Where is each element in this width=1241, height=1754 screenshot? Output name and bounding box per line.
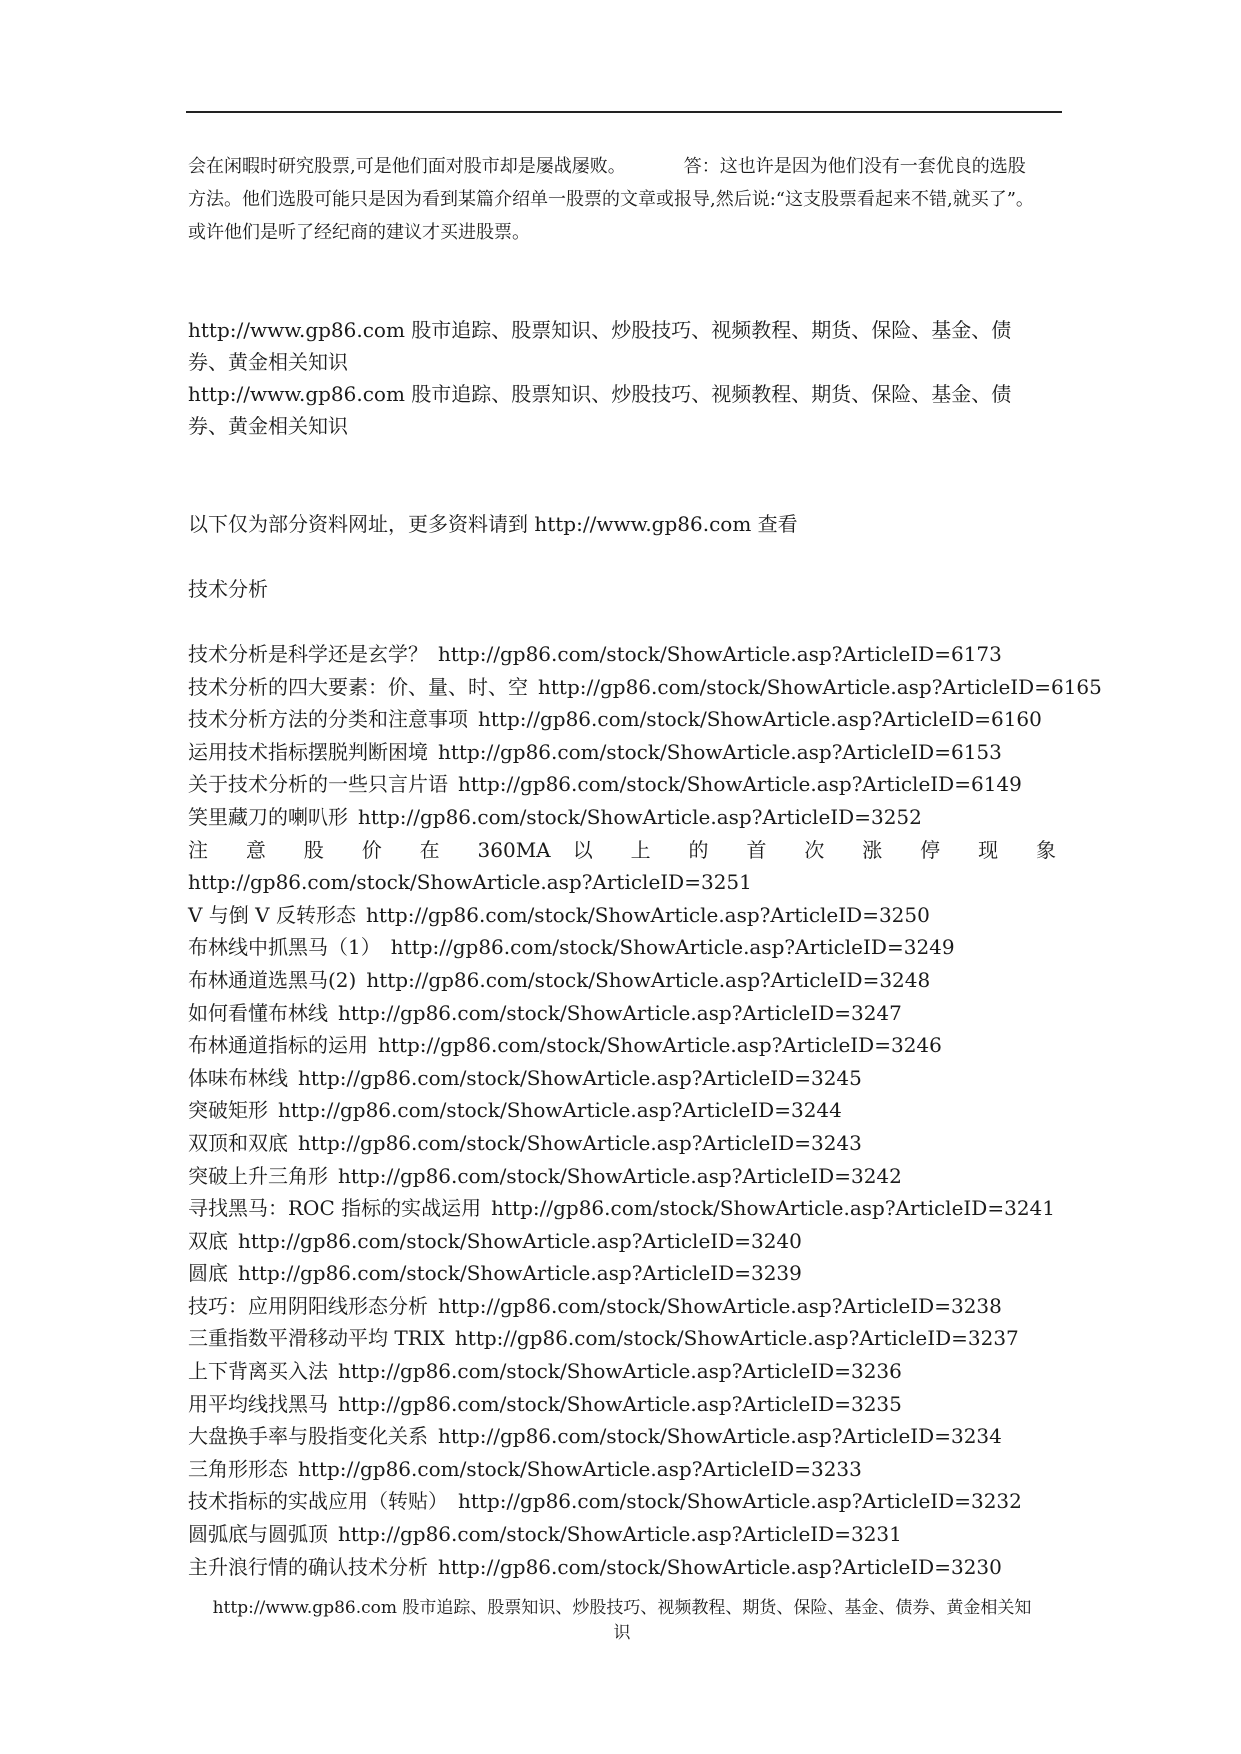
article-link[interactable]: http://gp86.com/stock/ShowArticle.asp?ArticleID=6160 bbox=[478, 707, 1042, 732]
article-row bbox=[188, 997, 1068, 1030]
intro-line-3: 或许他们是听了经纪商的建议才买进股票。 bbox=[188, 222, 530, 243]
article-row bbox=[188, 671, 1102, 704]
article-row bbox=[188, 1551, 1068, 1584]
footer-line-1[interactable]: http://www.gp86.com 股市追踪、股票知识、炒股技巧、视频教程、期货、保险、基金、债券、黄金相关知 bbox=[212, 1598, 1032, 1618]
article-link[interactable]: http://gp86.com/stock/ShowArticle.asp?ArticleID=6149 bbox=[458, 772, 1022, 797]
article-title: 突破矩形 bbox=[188, 1098, 268, 1123]
article-row bbox=[188, 1192, 1068, 1225]
article-title: 双顶和双底 bbox=[188, 1130, 288, 1155]
article-title: 圆弧底与圆弧顶 bbox=[188, 1522, 328, 1547]
article-row bbox=[188, 768, 1068, 801]
article-link[interactable]: http://gp86.com/stock/ShowArticle.asp?ArticleID=3233 bbox=[298, 1456, 862, 1481]
article-title: 如何看懂布林线 bbox=[188, 1000, 328, 1025]
article-title: 注 意 股 价 在 360MA 以 上 的 首 次 涨 停 现 象 bbox=[188, 837, 1056, 862]
article-row bbox=[188, 1160, 1068, 1193]
article-title: 关于技术分析的一些只言片语 bbox=[188, 772, 448, 797]
article-link[interactable]: http://gp86.com/stock/ShowArticle.asp?ArticleID=3244 bbox=[278, 1098, 842, 1123]
header-rule bbox=[186, 111, 1062, 113]
article-title: 突破上升三角形 bbox=[188, 1163, 328, 1188]
article-link[interactable]: http://gp86.com/stock/ShowArticle.asp?ArticleID=3237 bbox=[454, 1326, 1019, 1351]
intro-line-2: 方法。他们选股可能只是因为看到某篇介绍单一股票的文章或报导,然后说:“这支股票看起来不错,就买了”。 bbox=[188, 189, 1034, 210]
article-row bbox=[188, 1225, 1068, 1258]
article-link[interactable]: http://gp86.com/stock/ShowArticle.asp?ArticleID=3250 bbox=[365, 902, 930, 927]
article-title: 技术指标的实战应用（转贴） bbox=[188, 1489, 448, 1514]
article-title: 大盘换手率与股指变化关系 bbox=[188, 1424, 428, 1449]
article-row bbox=[188, 1388, 1068, 1421]
ad-line-1[interactable]: http://www.gp86.com 股市追踪、股票知识、炒股技巧、视频教程、期货、保险、基金、债 bbox=[188, 318, 1012, 342]
article-title: 布林通道选黑马(2) bbox=[188, 967, 357, 992]
article-row bbox=[188, 899, 1068, 932]
article-title: 三角形形态 bbox=[188, 1456, 288, 1481]
article-link[interactable]: http://gp86.com/stock/ShowArticle.asp?ArticleID=3247 bbox=[338, 1000, 902, 1025]
article-title: 用平均线找黑马 bbox=[188, 1391, 328, 1416]
article-row bbox=[188, 1029, 1068, 1062]
article-link[interactable]: http://gp86.com/stock/ShowArticle.asp?ArticleID=3231 bbox=[338, 1522, 902, 1547]
article-link[interactable]: http://gp86.com/stock/ShowArticle.asp?ArticleID=3240 bbox=[238, 1228, 802, 1253]
article-title: 布林通道指标的运用 bbox=[188, 1033, 368, 1058]
article-link[interactable]: http://gp86.com/stock/ShowArticle.asp?ArticleID=3234 bbox=[438, 1424, 1002, 1449]
article-row bbox=[188, 801, 1068, 834]
article-row bbox=[188, 1453, 1068, 1486]
article-link[interactable]: http://gp86.com/stock/ShowArticle.asp?ArticleID=3245 bbox=[298, 1065, 862, 1090]
ad-line-2: 券、黄金相关知识 bbox=[188, 350, 348, 374]
article-title: 技术分析是科学还是玄学？ bbox=[188, 642, 428, 666]
article-link[interactable]: http://gp86.com/stock/ShowArticle.asp?ArticleID=6173 bbox=[438, 642, 1002, 666]
article-link[interactable]: http://gp86.com/stock/ShowArticle.asp?ArticleID=3232 bbox=[458, 1489, 1022, 1514]
article-row bbox=[188, 1290, 1068, 1323]
article-title: 上下背离买入法 bbox=[188, 1359, 328, 1384]
article-link[interactable]: http://gp86.com/stock/ShowArticle.asp?ArticleID=3241 bbox=[491, 1196, 1056, 1221]
article-row bbox=[188, 638, 1068, 671]
article-link[interactable]: http://gp86.com/stock/ShowArticle.asp?ArticleID=3249 bbox=[390, 935, 955, 960]
article-link[interactable]: http://gp86.com/stock/ShowArticle.asp?ArticleID=3242 bbox=[338, 1163, 902, 1188]
article-row bbox=[188, 931, 1068, 964]
intro-line-1a: 会在闲暇时研究股票,可是他们面对股市却是屡战屡败。 bbox=[188, 156, 626, 177]
intro-line-1b: 答：这也许是因为他们没有一套优良的选股 bbox=[683, 156, 1026, 177]
article-title: 双底 bbox=[188, 1228, 228, 1253]
article-link[interactable]: http://gp86.com/stock/ShowArticle.asp?ArticleID=3248 bbox=[366, 967, 931, 992]
article-row bbox=[188, 1127, 1068, 1160]
article-title: 运用技术指标摆脱判断困境 bbox=[188, 739, 428, 764]
article-row bbox=[188, 703, 1068, 736]
article-link[interactable]: http://gp86.com/stock/ShowArticle.asp?ArticleID=3251 bbox=[188, 870, 752, 895]
page-footer bbox=[188, 1596, 1056, 1646]
article-link[interactable]: http://gp86.com/stock/ShowArticle.asp?ArticleID=3238 bbox=[438, 1293, 1002, 1318]
ad-block-2 bbox=[188, 378, 1056, 442]
article-title: 三重指数平滑移动平均 TRIX bbox=[188, 1326, 445, 1351]
article-row bbox=[188, 834, 1068, 899]
article-row bbox=[188, 736, 1068, 769]
article-row bbox=[188, 1094, 1068, 1127]
ad-line-1[interactable]: http://www.gp86.com 股市追踪、股票知识、炒股技巧、视频教程、期货、保险、基金、债 bbox=[188, 382, 1012, 406]
article-title: 布林线中抓黑马（1） bbox=[188, 935, 381, 960]
intro-paragraph bbox=[188, 150, 1056, 249]
article-row bbox=[188, 1518, 1068, 1551]
article-row bbox=[188, 1485, 1068, 1518]
article-title: 技术分析的四大要素：价、量、时、空 bbox=[188, 674, 528, 699]
ad-line-2: 券、黄金相关知识 bbox=[188, 414, 348, 438]
ad-block-1 bbox=[188, 314, 1056, 378]
article-link[interactable]: http://gp86.com/stock/ShowArticle.asp?ArticleID=3239 bbox=[238, 1261, 802, 1286]
article-row bbox=[188, 1355, 1068, 1388]
article-title: 笑里藏刀的喇叭形 bbox=[188, 804, 348, 829]
article-link[interactable]: http://gp86.com/stock/ShowArticle.asp?ArticleID=3243 bbox=[298, 1130, 862, 1155]
article-row bbox=[188, 1420, 1068, 1453]
article-list bbox=[188, 638, 1102, 1583]
section-title: 技术分析 bbox=[188, 577, 268, 601]
article-link[interactable]: http://gp86.com/stock/ShowArticle.asp?ArticleID=6153 bbox=[438, 739, 1002, 764]
article-title: V 与倒 V 反转形态 bbox=[188, 902, 356, 927]
article-link[interactable]: http://gp86.com/stock/ShowArticle.asp?ArticleID=3236 bbox=[338, 1359, 902, 1384]
article-row bbox=[188, 1062, 1068, 1095]
footer-line-2: 识 bbox=[613, 1623, 631, 1643]
article-title: 技术分析方法的分类和注意事项 bbox=[188, 707, 468, 732]
article-link[interactable]: http://gp86.com/stock/ShowArticle.asp?ArticleID=3235 bbox=[338, 1391, 902, 1416]
article-title: 技巧：应用阴阳线形态分析 bbox=[188, 1293, 428, 1318]
article-title: 体味布林线 bbox=[188, 1065, 288, 1090]
article-row bbox=[188, 1257, 1068, 1290]
article-link[interactable]: http://gp86.com/stock/ShowArticle.asp?ArticleID=6165 bbox=[538, 674, 1102, 699]
article-title: 主升浪行情的确认技术分析 bbox=[188, 1554, 428, 1579]
article-title: 圆底 bbox=[188, 1261, 228, 1286]
article-row bbox=[188, 1322, 1068, 1355]
article-link[interactable]: http://gp86.com/stock/ShowArticle.asp?ArticleID=3246 bbox=[378, 1033, 942, 1058]
article-link[interactable]: http://gp86.com/stock/ShowArticle.asp?ArticleID=3230 bbox=[438, 1554, 1002, 1579]
article-title: 寻找黑马：ROC 指标的实战运用 bbox=[188, 1196, 482, 1221]
more-info-note: 以下仅为部分资料网址，更多资料请到 http://www.gp86.com 查看 bbox=[188, 512, 798, 536]
article-row bbox=[188, 964, 1068, 997]
article-link[interactable]: http://gp86.com/stock/ShowArticle.asp?ArticleID=3252 bbox=[358, 804, 922, 829]
